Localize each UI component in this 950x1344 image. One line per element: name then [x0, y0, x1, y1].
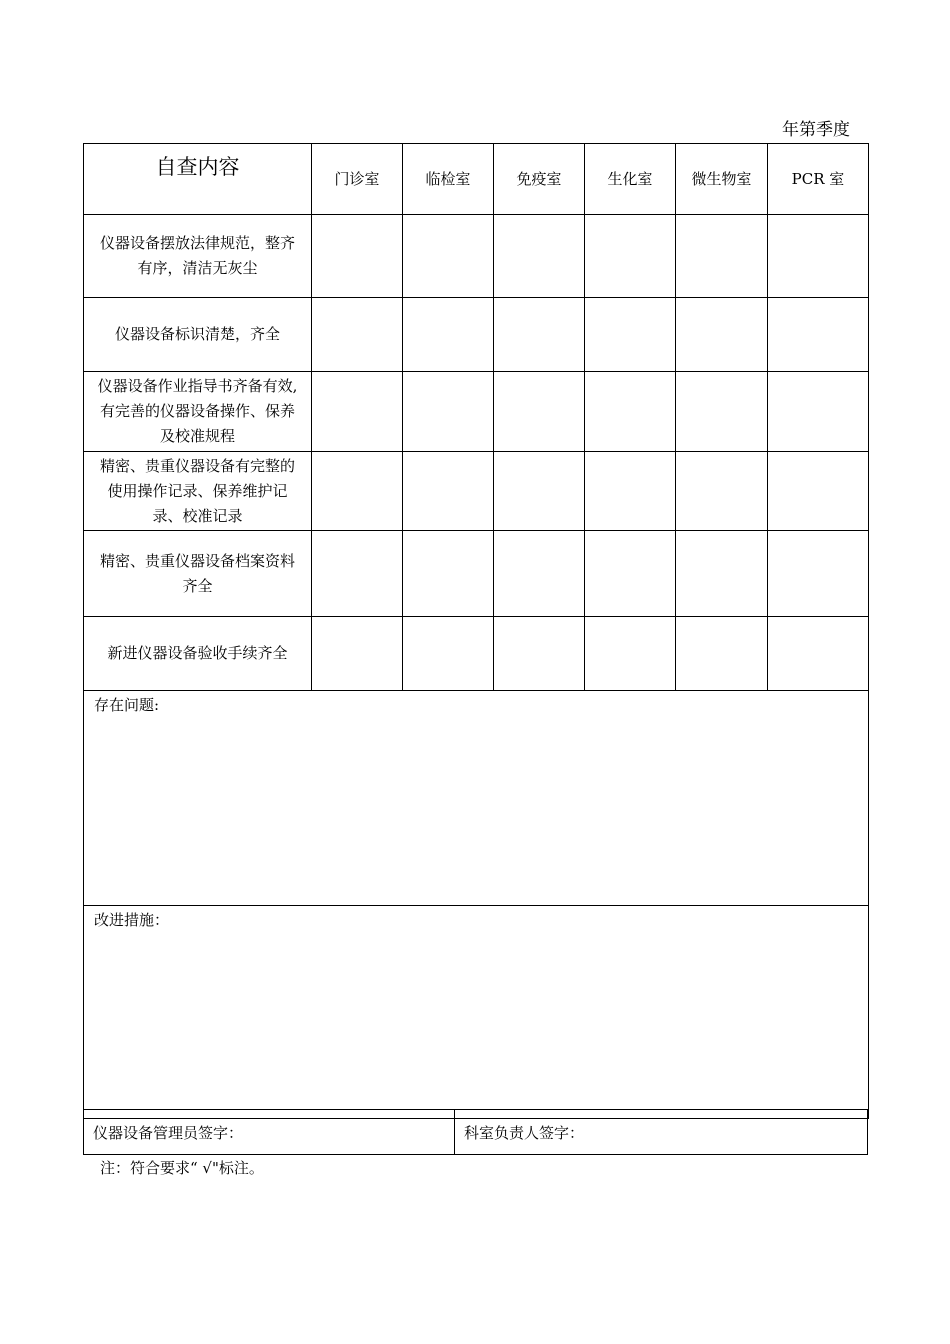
check-cell[interactable]: [585, 215, 676, 298]
check-cell[interactable]: [494, 452, 585, 531]
check-cell[interactable]: [768, 215, 869, 298]
table-row: [84, 452, 869, 531]
check-cell[interactable]: [676, 617, 768, 691]
table-row: [84, 215, 869, 298]
check-cell[interactable]: [676, 215, 768, 298]
check-item: 仪器设备作业指导书齐备有效,有完善的仪器设备操作、保养及校准规程: [84, 372, 312, 452]
measures-field[interactable]: [84, 906, 869, 1119]
measures-label: 改进措施：: [94, 911, 170, 929]
dept-header-biochemistry: 生化室: [585, 144, 676, 215]
check-cell[interactable]: [403, 452, 494, 531]
check-cell[interactable]: [494, 617, 585, 691]
check-cell[interactable]: [585, 298, 676, 372]
check-cell[interactable]: [312, 531, 403, 617]
check-cell[interactable]: [585, 531, 676, 617]
check-cell[interactable]: [403, 617, 494, 691]
self-check-table: [83, 143, 869, 1119]
check-item: 精密、贵重仪器设备档案资料齐全: [84, 531, 312, 617]
check-cell[interactable]: [768, 372, 869, 452]
dept-header-microbiology: 微生物室: [676, 144, 768, 215]
check-item: 仪器设备标识清楚，齐全: [84, 298, 312, 372]
check-cell[interactable]: [312, 372, 403, 452]
problems-label: 存在问题:: [94, 696, 160, 714]
manager-signature-field[interactable]: [84, 1110, 455, 1154]
check-cell[interactable]: [312, 298, 403, 372]
signature-row: [83, 1109, 868, 1155]
period-label: 年第季度: [782, 120, 850, 140]
check-cell[interactable]: [676, 452, 768, 531]
manager-signature-label: 仪器设备管理员签字：: [93, 1123, 244, 1142]
check-cell[interactable]: [676, 531, 768, 617]
table-row: [84, 531, 869, 617]
check-cell[interactable]: [312, 215, 403, 298]
check-cell[interactable]: [312, 617, 403, 691]
check-cell[interactable]: [494, 531, 585, 617]
problems-field[interactable]: [84, 691, 869, 906]
check-cell[interactable]: [494, 215, 585, 298]
table-row: [84, 372, 869, 452]
head-signature-field[interactable]: [455, 1110, 867, 1154]
check-cell[interactable]: [768, 617, 869, 691]
check-item: 仪器设备摆放法律规范，整齐有序，清洁无灰尘: [84, 215, 312, 298]
dept-header-pcr: PCR 室: [768, 144, 869, 215]
check-cell[interactable]: [403, 531, 494, 617]
table-row: [84, 298, 869, 372]
check-cell[interactable]: [768, 531, 869, 617]
check-cell[interactable]: [403, 215, 494, 298]
check-cell[interactable]: [768, 452, 869, 531]
check-cell[interactable]: [768, 298, 869, 372]
check-item: 新进仪器设备验收手续齐全: [84, 617, 312, 691]
check-cell[interactable]: [403, 298, 494, 372]
check-cell[interactable]: [676, 298, 768, 372]
header-row: [84, 144, 869, 215]
self-check-content-header: 自查内容: [84, 144, 312, 215]
problems-row: [84, 691, 869, 906]
check-cell[interactable]: [676, 372, 768, 452]
check-cell[interactable]: [585, 452, 676, 531]
check-cell[interactable]: [494, 298, 585, 372]
check-cell[interactable]: [403, 372, 494, 452]
check-cell[interactable]: [585, 372, 676, 452]
check-item: 精密、贵重仪器设备有完整的使用操作记录、保养维护记录、校准记录: [84, 452, 312, 531]
check-cell[interactable]: [494, 372, 585, 452]
dept-header-immunology: 免疫室: [494, 144, 585, 215]
head-signature-label: 科室负责人签字：: [464, 1123, 585, 1142]
dept-header-clinical-lab: 临检室: [403, 144, 494, 215]
table-row: [84, 617, 869, 691]
dept-header-outpatient: 门诊室: [312, 144, 403, 215]
check-cell[interactable]: [585, 617, 676, 691]
check-cell[interactable]: [312, 452, 403, 531]
measures-row: [84, 906, 869, 1119]
footnote: 注：符合要求“ √"标注。: [100, 1159, 264, 1177]
